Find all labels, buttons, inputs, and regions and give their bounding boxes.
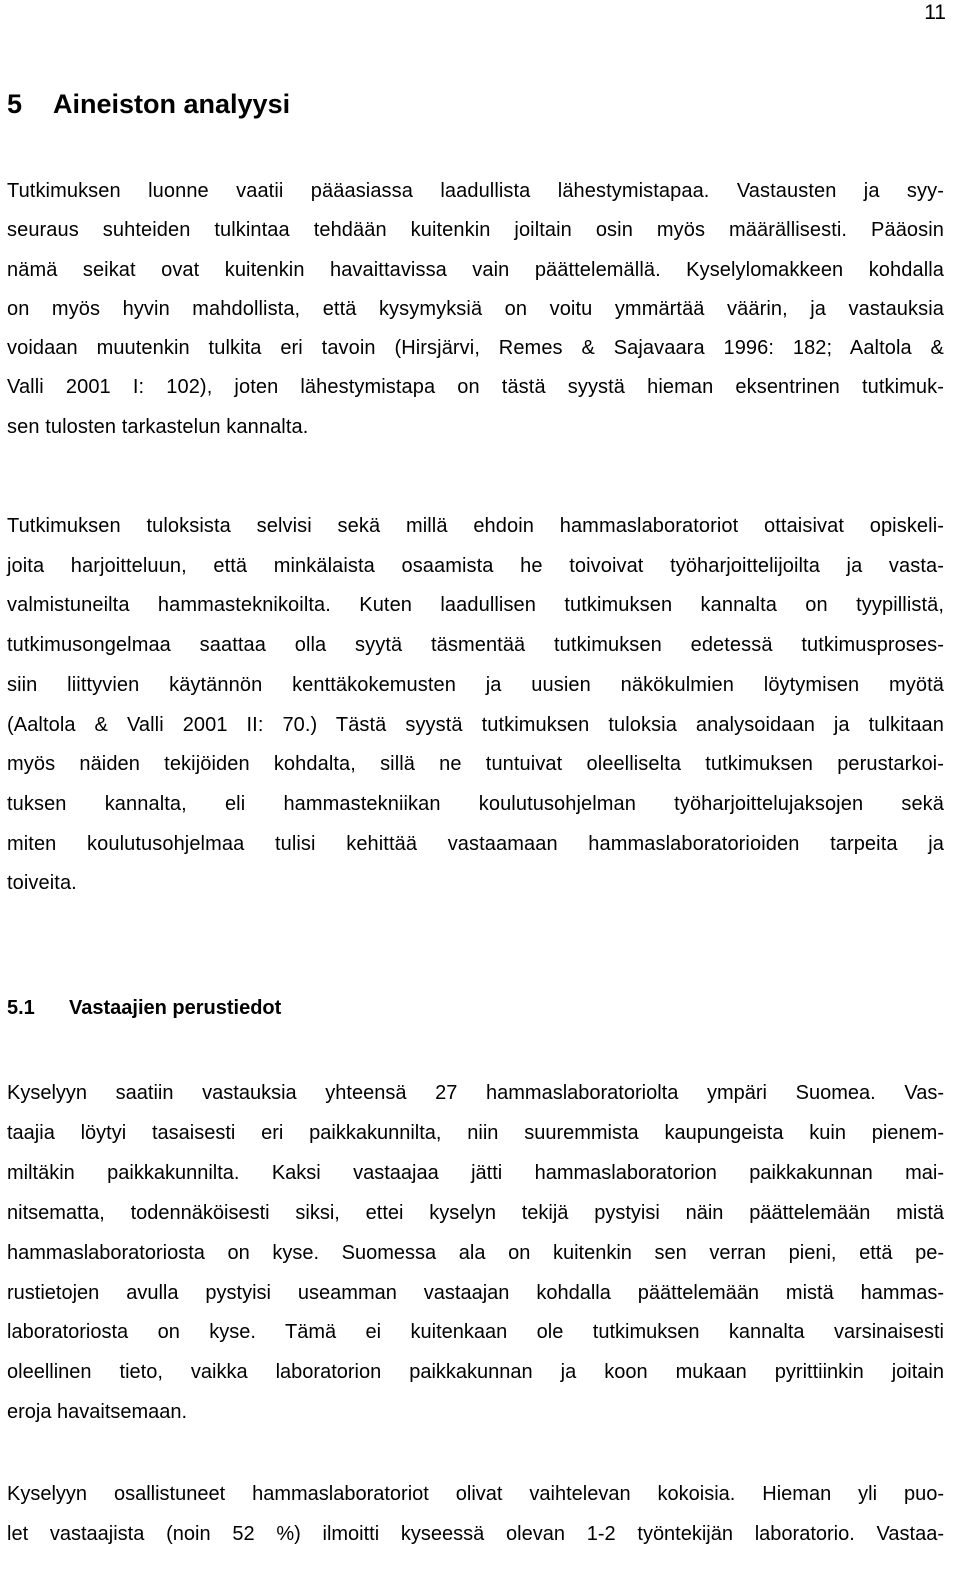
text-line: rustietojen avulla pystyisi useamman vastaajan kohdalla päättelemään mistä hammas-	[7, 1281, 944, 1304]
text-line: eroja havaitsemaan.	[7, 1401, 188, 1424]
respondents-paragraph	[7, 1074, 944, 1433]
text-line: taajia löytyi tasaisesti eri paikkakunnilta, niin suuremmista kaupungeista kuin pienem-	[7, 1121, 944, 1144]
text-line: nämä seikat ovat kuitenkin havaittavissa vain päättelemällä. Kyselylomakkeen kohdalla	[7, 258, 944, 281]
text-line: Valli 2001 I: 102), joten lähestymistapa on tästä syystä hieman eksentrinen tutkimuk-	[7, 376, 944, 399]
page-number: 11	[924, 1, 946, 24]
text-line: sen tulosten tarkastelun kannalta.	[7, 415, 309, 438]
results-paragraph	[7, 507, 944, 904]
text-line: Kyselyyn saatiin vastauksia yhteensä 27 hammaslaboratoriolta ympäri Suomea. Vas-	[7, 1082, 944, 1104]
text-line: nitsematta, todennäköisesti siksi, ettei kyselyn tekijä pystyisi näin päättelemään mistä	[7, 1201, 944, 1224]
section-title: Vastaajien perustiedot	[69, 997, 282, 1019]
text-line: valmistuneilta hammasteknikoilta. Kuten laadullisen tutkimuksen kannalta on tyypillistä,	[7, 594, 944, 617]
chapter-heading	[7, 86, 290, 122]
chapter-title: Aineiston analyysi	[53, 89, 291, 119]
text-line: tuksen kannalta, eli hammastekniikan koulutusohjelman työharjoittelujaksojen sekä	[7, 792, 944, 815]
text-line: (Aaltola & Valli 2001 II: 70.) Tästä syystä tutkimuksen tuloksia analysoidaan ja tulkitaan	[7, 713, 944, 736]
text-line: Tutkimuksen tuloksista selvisi sekä millä ehdoin hammaslaboratoriot ottaisivat opiskeli-	[7, 515, 944, 537]
text-line: joita harjoitteluun, että minkälaista osaamista he toivoivat työharjoittelijoilta ja vasta-	[7, 554, 944, 577]
text-line: siin liittyvien käytännön kenttäkokemusten ja uusien näkökulmien löytymisen myötä	[7, 673, 944, 696]
text-line: laboratoriosta on kyse. Tämä ei kuitenkaan ole tutkimuksen kannalta varsinaisesti	[7, 1321, 944, 1344]
chapter-number: 5	[7, 89, 23, 119]
text-line: Tutkimuksen luonne vaatii pääasiassa laadullista lähestymistapaa. Vastausten ja syy-	[7, 180, 944, 202]
intro-paragraph	[7, 172, 944, 447]
text-line: oleellinen tieto, vaikka laboratorion paikkakunnan ja koon mukaan pyrittiinkin joitain	[7, 1361, 944, 1384]
text-line: hammaslaboratoriosta on kyse. Suomessa ala on kuitenkin sen verran pieni, että pe-	[7, 1241, 944, 1264]
text-line: miten koulutusohjelmaa tulisi kehittää vastaamaan hammaslaboratorioiden tarpeita ja	[7, 832, 944, 855]
text-line: voidaan muutenkin tulkita eri tavoin (Hirsjärvi, Remes & Sajavaara 1996: 182; Aaltola &	[7, 337, 944, 360]
text-line: let vastaajista (noin 52 %) ilmoitti kyseessä olevan 1-2 työntekijän laboratorio. Vastaa-	[7, 1522, 944, 1545]
text-line: myös näiden tekijöiden kohdalta, sillä ne tuntuivat oleelliselta tutkimuksen perustarkoi-	[7, 753, 944, 776]
text-line: toiveita.	[7, 872, 77, 895]
text-line: tutkimusongelmaa saattaa olla syytä täsmentää tutkimuksen edetessä tutkimusproses-	[7, 634, 944, 657]
text-line: on myös hyvin mahdollista, että kysymyksiä on voitu ymmärtää väärin, ja vastauksia	[7, 297, 944, 320]
text-line: seuraus suhteiden tulkintaa tehdään kuitenkin joiltain osin myös määrällisesti. Pääosin	[7, 219, 944, 242]
text-line: miltäkin paikkakunnilta. Kaksi vastaajaa jätti hammaslaboratorion paikkakunnan mai-	[7, 1161, 944, 1184]
section-heading	[7, 994, 281, 1022]
section-number: 5.1	[7, 997, 35, 1019]
text-line: Kyselyyn osallistuneet hammaslaboratoriot olivat vaihtelevan kokoisia. Hieman yli puo-	[7, 1483, 944, 1505]
lab-size-paragraph	[7, 1475, 944, 1555]
